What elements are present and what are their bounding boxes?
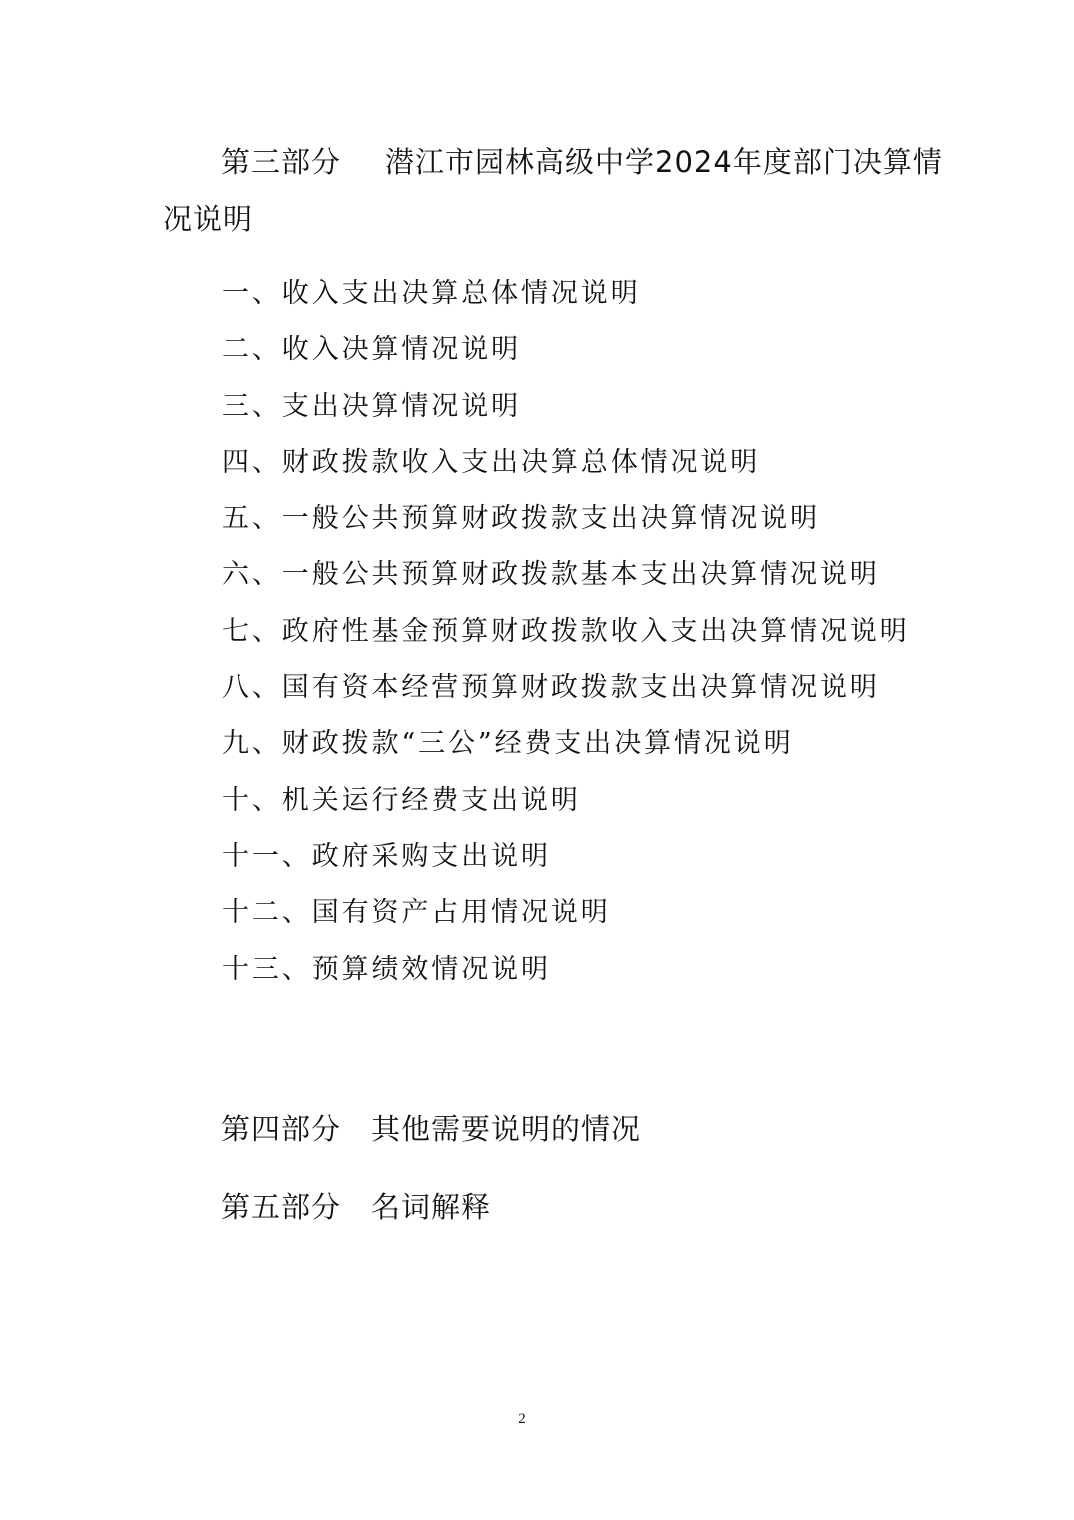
toc-item: 六、一般公共预算财政拨款基本支出决算情况说明 [222,559,880,591]
part4-heading [221,1107,641,1148]
toc-item: 二、收入决算情况说明 [222,334,521,366]
part5-heading [221,1185,491,1226]
toc-item: 五、一般公共预算财政拨款支出决算情况说明 [222,503,820,535]
toc-item: 十、机关运行经费支出说明 [222,784,581,816]
toc-item: 八、国有资本经营预算财政拨款支出决算情况说明 [222,672,880,704]
part4-label: 第四部分 [221,1112,342,1146]
toc-item: 九、财政拨款“三公”经费支出决算情况说明 [222,728,794,760]
part4-title: 其他需要说明的情况 [371,1112,642,1146]
toc-item: 三、支出决算情况说明 [222,390,521,422]
toc-item: 十一、政府采购支出说明 [222,840,551,872]
toc-item: 十三、预算绩效情况说明 [222,953,551,985]
part3-title-line1: 潜江市园林高级中学2024年度部门决算情 [385,145,943,179]
toc-item: 七、政府性基金预算财政拨款收入支出决算情况说明 [222,615,910,647]
page-number: 2 [518,1411,526,1427]
toc-item: 四、财政拨款收入支出决算总体情况说明 [222,446,761,478]
toc-item: 十二、国有资产占用情况说明 [222,897,611,929]
part5-label: 第五部分 [221,1190,342,1224]
part3-title-line2: 况说明 [163,202,254,236]
toc-item: 一、收入支出决算总体情况说明 [222,278,641,309]
part3-label: 第三部分 [221,145,342,179]
table-of-contents [222,275,910,1007]
part3-heading [221,140,943,181]
part5-title: 名词解释 [371,1190,492,1224]
